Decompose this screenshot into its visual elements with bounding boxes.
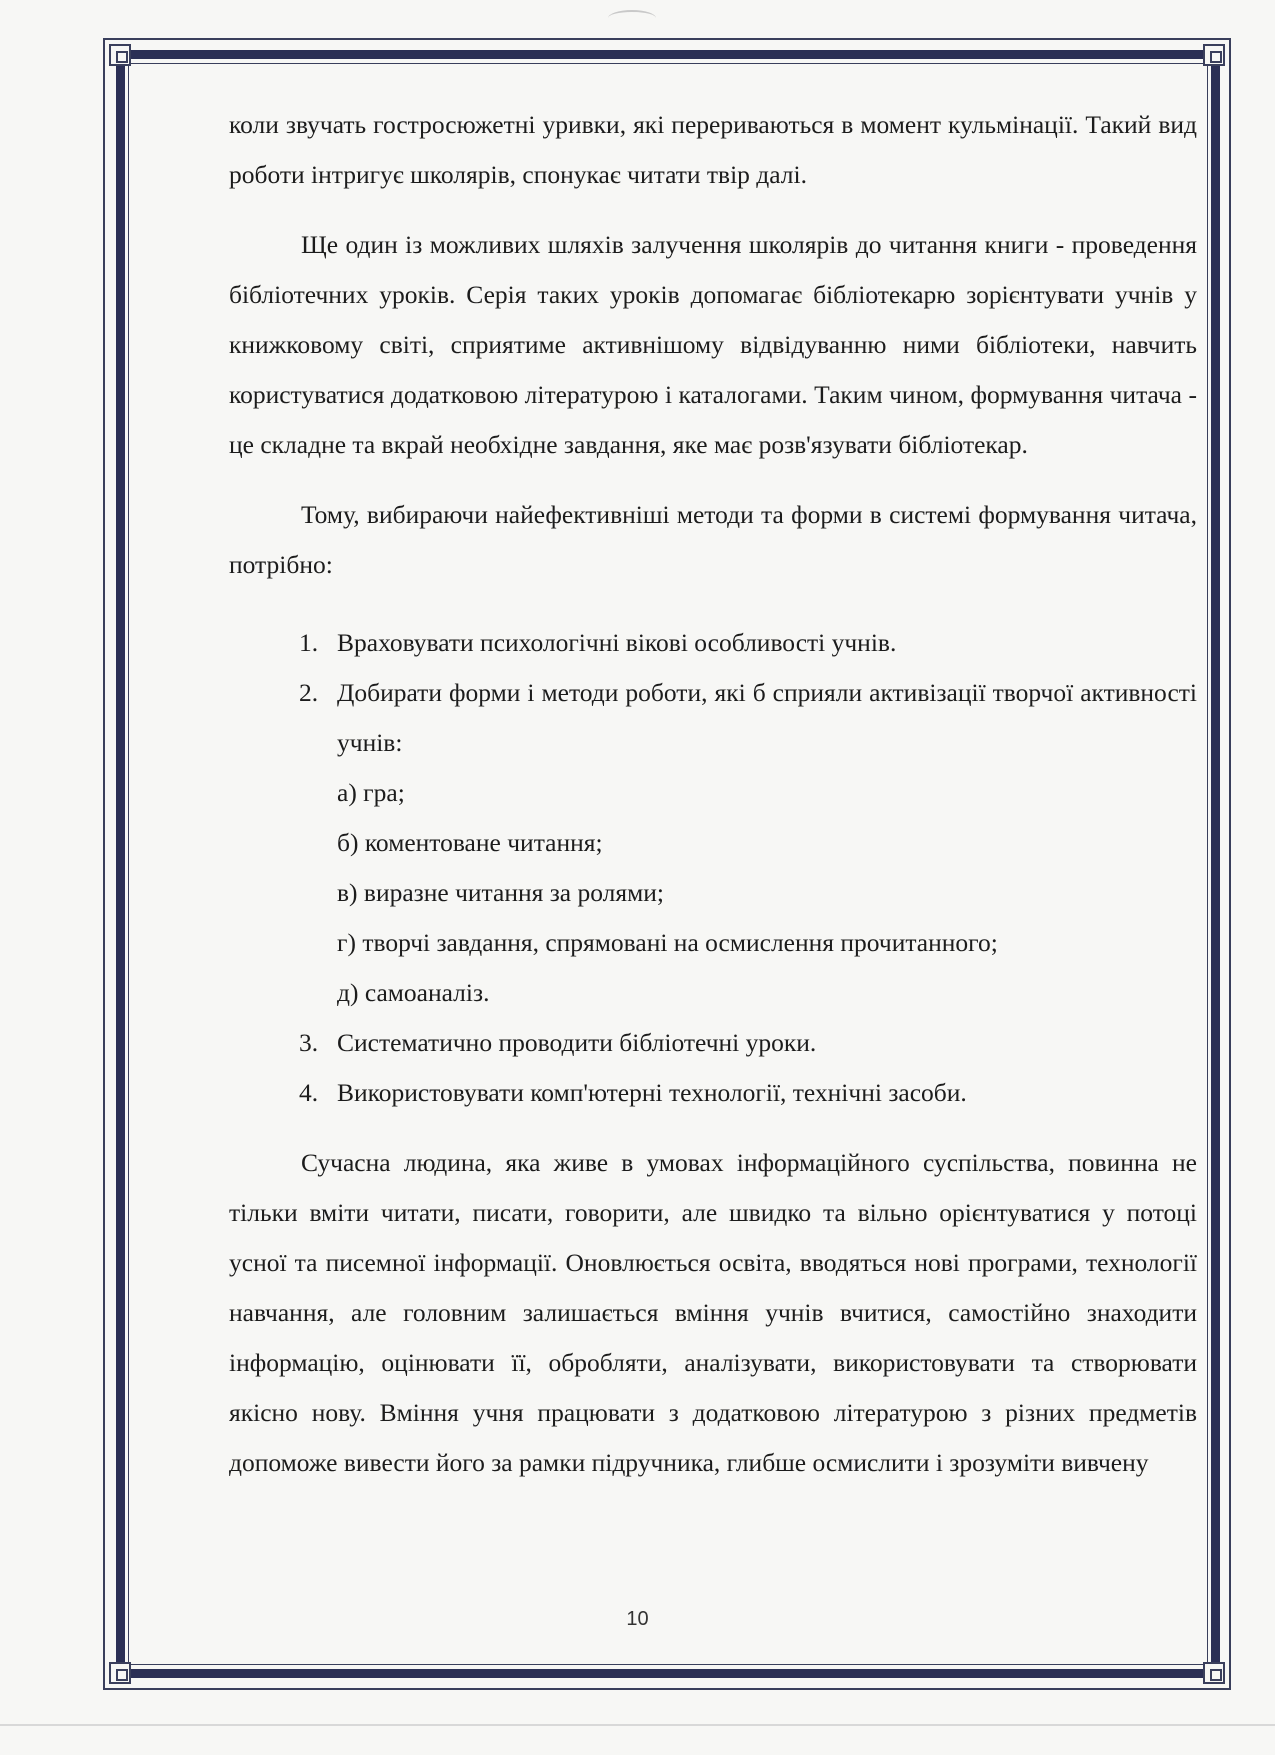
list-item (299, 668, 1197, 1018)
list-item (299, 1018, 1197, 1068)
list-item-text: Добирати форми і методи роботи, які б сприяли активізації творчої активності учнів: (337, 678, 1197, 757)
list-item-text: Враховувати психологічні вікові особливості учнів. (337, 628, 897, 657)
numbered-list (229, 618, 1197, 1118)
page-number: 10 (626, 1608, 649, 1630)
paragraph-continued: коли звучать гостросюжетні уривки, які перериваються в момент кульмінації. Такий вид роботи інтригує школярів, спонукає читати твір далі. (229, 110, 1197, 189)
paragraph-list-intro: Тому, вибираючи найефективніші методи та форми в системі формування читача, потрібно: (229, 500, 1197, 579)
scan-edge-line (0, 1724, 1275, 1726)
frame-corner-ornament-top-right (1203, 44, 1225, 66)
sub-list-item: б) коментоване читання; (337, 828, 603, 857)
list-item-number: 1. (299, 628, 319, 657)
frame-corner-ornament-top-left (109, 44, 131, 66)
frame-corner-ornament-bottom-right (1203, 1662, 1225, 1684)
scan-artifact (608, 10, 656, 26)
page-content (229, 100, 1197, 1488)
list-item-text: Систематично проводити бібліотечні уроки. (337, 1028, 817, 1057)
list-item (299, 618, 1197, 668)
sub-list (337, 768, 1197, 1018)
sub-list-item: в) виразне читання за ролями; (337, 878, 664, 907)
list-item-number: 3. (299, 1028, 319, 1057)
list-item (299, 1068, 1197, 1118)
sub-list-item: г) творчі завдання, спрямовані на осмислення прочитанного; (337, 928, 998, 957)
sub-list-item: д) самоаналіз. (337, 978, 490, 1007)
list-item-text: Використовувати комп'ютерні технології, технічні засоби. (337, 1078, 967, 1107)
frame-corner-ornament-bottom-left (109, 1662, 131, 1684)
paragraph-library-lessons: Ще один із можливих шляхів залучення школярів до читання книги - проведення бібліотечних уроків. Серія таких уроків допомагає бібліотекарю зорієнтувати учнів у книжковому світі, сприятиме активнішому відвідуванню ними бібліотеки, навчить користуватися додатковою літературою і каталогами. Таким чином, формування читача - це складне та вкрай необхідне завдання, яке має розв'язувати бібліотекар. (229, 230, 1197, 459)
list-item-number: 4. (299, 1078, 319, 1107)
list-item-number: 2. (299, 678, 319, 707)
paragraph-modern-person: Сучасна людина, яка живе в умовах інформаційного суспільства, повинна не тільки вміти читати, писати, говорити, але швидко та вільно орієнтуватися у потоці усної та писемної інформації. Оновлюється освіта, вводяться нові програми, технології навчання, але головним залишається вміння учнів вчитися, самостійно знаходити інформацію, оцінювати її, обробляти, аналізувати, використовувати та створювати якісно нову. Вміння учня працювати з додатковою літературою з різних предметів допоможе вивести його за рамки підручника, глибше осмислити і зрозуміти вивчену (229, 1148, 1197, 1477)
sub-list-item: а) гра; (337, 778, 405, 807)
